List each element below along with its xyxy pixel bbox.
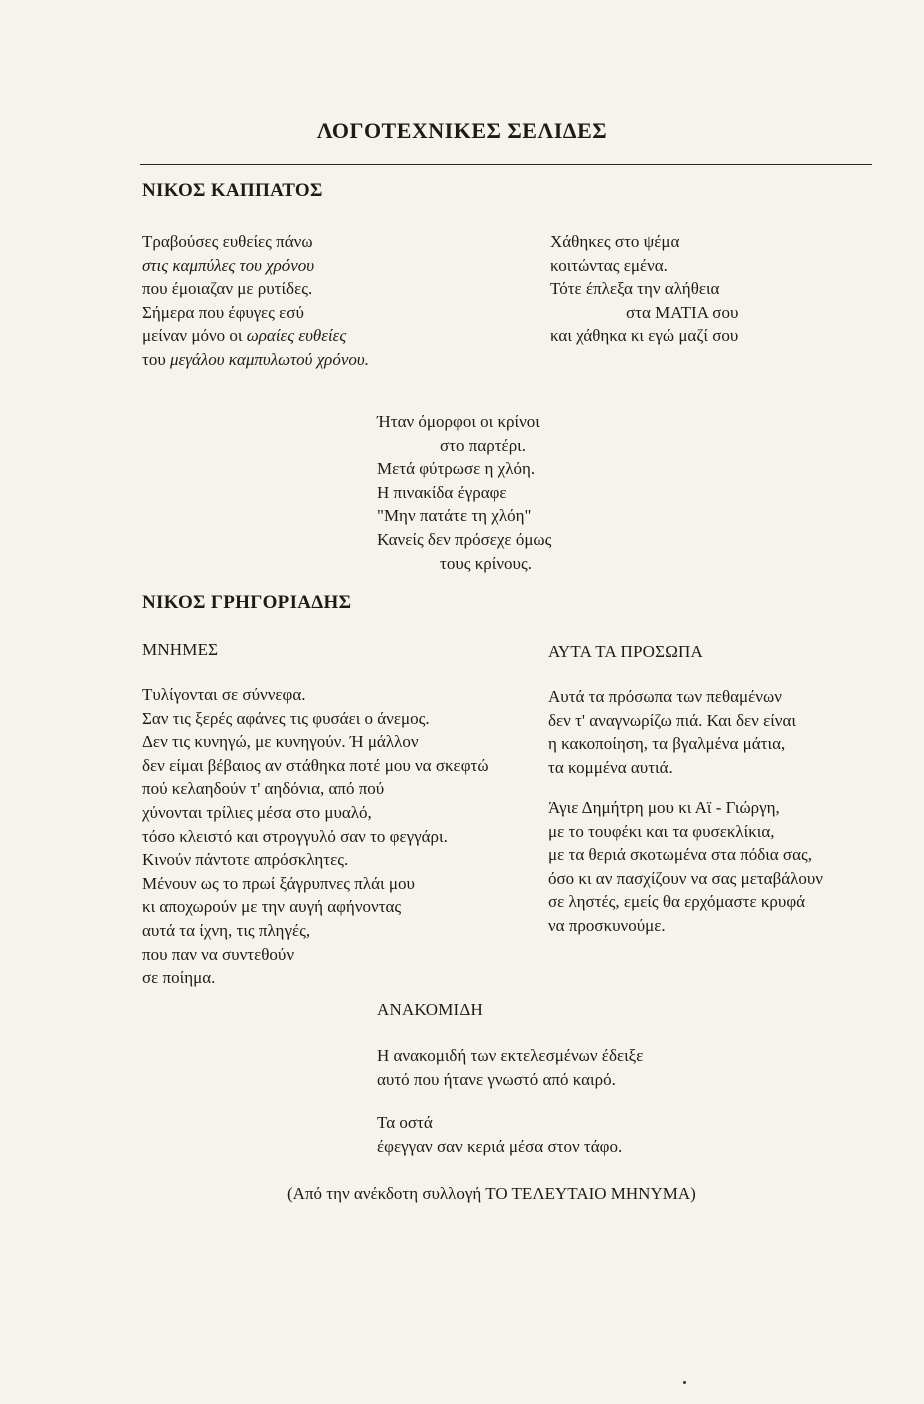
poem-mnimes — [142, 683, 489, 990]
poem-line: "Μην πατάτε τη χλόη" — [377, 506, 532, 526]
poem-line: με το τουφέκι και τα φυσεκλίκια, — [548, 821, 775, 841]
author-name-kappatos: ΝΙΚΟΣ ΚΑΠΠΑΤΟΣ — [142, 180, 323, 201]
poem-line: η κακοποίηση, τα βγαλμένα μάτια, — [548, 734, 786, 754]
poem-line: Ήταν όμορφοι οι κρίνοι — [377, 412, 540, 431]
poem-title-mnimes: ΜΝΗΜΕΣ — [142, 640, 219, 659]
section-title: ΛΟΓΟΤΕΧΝΙΚΕΣ ΣΕΛΙΔΕΣ — [316, 118, 608, 143]
author-name-grigoriadis: ΝΙΚΟΣ ΓΡΗΓΟΡΙΑΔΗΣ — [142, 592, 352, 613]
poem-line: να προσκυνούμε. — [548, 915, 666, 935]
poem-line: Μετά φύτρωσε η χλόη. — [377, 459, 536, 479]
poem-line: Άγιε Δημήτρη μου κι Αϊ - Γιώργη, — [548, 798, 780, 817]
poem-line: Τότε έπλεξα την αλήθεια — [550, 279, 720, 299]
poem-line: τους κρίνους. — [440, 553, 532, 573]
poem-line: σε ληστές, εμείς θα ερχόμαστε κρυφά — [548, 892, 806, 912]
title-divider — [140, 164, 872, 165]
poem-line: στις καμπύλες του χρόνου — [142, 255, 315, 275]
poem-line: κοιτώντας εμένα. — [550, 255, 668, 275]
poem-line: Κινούν πάντοτε απρόσκλητες. — [142, 850, 349, 870]
poem-line: Σήμερα που έφυγες εσύ — [142, 302, 304, 322]
poem-line — [142, 324, 369, 348]
poem-line: στα ΜΑΤΙΑ σου — [626, 302, 739, 322]
poem-line: χύνονται τρίλιες μέσα στο μυαλό, — [142, 802, 372, 822]
poem-line: Η πινακίδα έγραφε — [377, 482, 507, 502]
poem-line: Χάθηκες στο ψέμα — [550, 232, 680, 251]
poem-line-part: μείναν μόνο οι — [142, 326, 247, 346]
poem-line: και χάθηκα κι εγώ μαζί σου — [550, 326, 739, 346]
poem-line: στο παρτέρι. — [440, 435, 526, 455]
poem-line: δεν είμαι βέβαιος αν στάθηκα ποτέ μου να σκεφτώ — [142, 755, 489, 775]
poem-line-italic: ωραίες ευθείες — [246, 326, 347, 346]
poem-kappatos-right — [550, 230, 738, 348]
poem-line-part: του — [142, 349, 170, 369]
poem-title-anakomidi: ΑΝΑΚΟΜΙΔΗ — [377, 1000, 483, 1019]
poem-line: Κανείς δεν πρόσεχε όμως — [377, 529, 552, 549]
poem-line: Μένουν ως το πρωί ξάγρυπνες πλάι μου — [142, 873, 415, 893]
poem-line: όσο κι αν πασχίζουν να σας μεταβάλουν — [548, 868, 823, 888]
poem-line: δεν τ' αναγνωρίζω πιά. Και δεν είναι — [548, 710, 796, 730]
poem-anakomidi-stanza2 — [377, 1111, 622, 1158]
poem-line: Αυτά τα πρόσωπα των πεθαμένων — [548, 687, 782, 706]
paper-speck — [683, 1381, 686, 1384]
poem-line — [142, 348, 369, 372]
poem-line: σε ποίημα. — [142, 968, 216, 988]
poem-line: που παν να συντεθούν — [142, 944, 295, 964]
poem-line-italic: μεγάλου καμπυλωτού χρόνου. — [170, 349, 369, 369]
poem-afta-ta-prosopa-stanza2 — [548, 796, 823, 938]
poem-line: έφεγγαν σαν κεριά μέσα στον τάφο. — [377, 1136, 623, 1156]
poem-line: Σαν τις ξερές αφάνες τις φυσάει ο άνεμος. — [142, 708, 430, 728]
poem-line: πού κελαηδούν τ' αηδόνια, από πού — [142, 779, 385, 799]
poem-anakomidi-stanza1 — [377, 1044, 643, 1091]
poem-kappatos-left — [142, 230, 369, 372]
poem-line: Τα οστά — [377, 1113, 433, 1132]
poem-afta-ta-prosopa-stanza1 — [548, 685, 796, 779]
poem-line: Τραβούσες ευθείες πάνω — [142, 232, 313, 251]
poem-line: με τα θεριά σκοτωμένα στα πόδια σας, — [548, 845, 812, 865]
poem-line: Δεν τις κυνηγώ, με κυνηγούν. Ή μάλλον — [142, 732, 419, 752]
poem-line: τα κομμένα αυτιά. — [548, 757, 673, 777]
poem-line: που έμοιαζαν με ρυτίδες. — [142, 279, 313, 299]
poem-line: Τυλίγονται σε σύννεφα. — [142, 685, 306, 704]
poem-line: κι αποχωρούν με την αυγή αφήνοντας — [142, 897, 402, 917]
source-note: (Από την ανέκδοτη συλλογή ΤΟ ΤΕΛΕΥΤΑΙΟ ΜΗΝΥΜΑ) — [287, 1184, 696, 1203]
poem-title-afta-ta-prosopa: ΑΥΤΑ ΤΑ ΠΡΟΣΩΠΑ — [548, 642, 703, 661]
poem-line: αυτά τα ίχνη, τις πληγές, — [142, 920, 311, 940]
poem-kappatos-center — [377, 410, 551, 575]
poem-line: Η ανακομιδή των εκτελεσμένων έδειξε — [377, 1046, 644, 1065]
poem-line: τόσο κλειστό και στρογγυλό σαν το φεγγάρι. — [142, 826, 448, 846]
poem-line: αυτό που ήτανε γνωστό από καιρό. — [377, 1069, 616, 1089]
